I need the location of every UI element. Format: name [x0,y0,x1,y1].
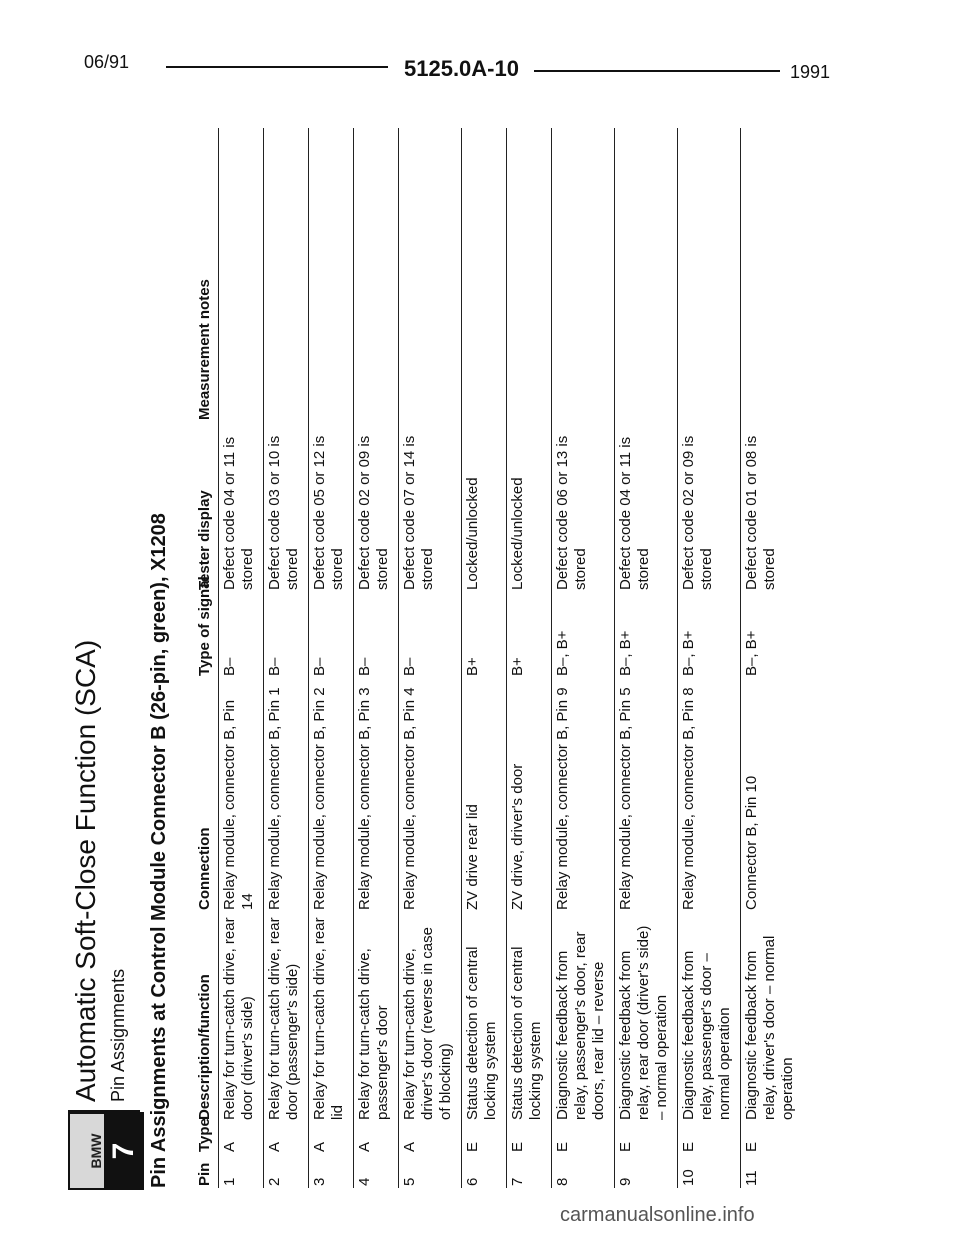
tester-display-cell: Defect code 02 or 09 is stored [356,435,391,590]
type-cell: A [401,1141,418,1152]
signal-type-cell: B–, B+ [554,630,571,676]
measurement-notes-cell [678,128,741,422]
connection-cell: ZV drive, driver's door [509,763,526,910]
tester-display-cell: Defect code 04 or 11 is stored [221,436,256,590]
tester-display-cell: Defect code 03 or 10 is stored [266,435,301,590]
signal-type-cell: B– [356,657,373,676]
type-cell: A [221,1141,238,1152]
tester-display-cell: Locked/unlocked [509,477,526,590]
table-row [354,128,399,1188]
brand-label: BMW [70,1114,106,1188]
description-cell: Relay for turn-catch drive, rear door (driver's side) [221,917,256,1120]
pin-cell: 8 [554,1177,571,1186]
pin-cell: 3 [311,1177,328,1186]
table-row [309,128,354,1188]
header-date: 06/91 [84,52,130,72]
description-cell: Relay for turn-catch drive, rear lid [311,917,346,1120]
page-title: Automatic Soft-Close Function (SCA) [70,639,101,1102]
type-cell: E [617,1141,634,1152]
col-header-tester-display: Tester display [196,490,213,590]
signal-type-cell: B– [401,657,418,676]
table-row [219,128,264,1188]
description-cell: Diagnostic feedback from relay, passenger's door – normal operation [680,950,733,1120]
measurement-notes-cell [615,128,678,422]
tester-display-cell: Defect code 02 or 09 is stored [680,435,715,590]
bmw-series-logo [68,1112,144,1190]
table-row [615,128,678,1188]
description-cell: Diagnostic feedback from relay, driver's door – normal operation [743,935,796,1120]
table-row [552,128,615,1188]
connection-cell: Relay module, connector B, Pin 4 [401,687,418,910]
description-cell: Diagnostic feedback from relay, passenger's door, rear doors, rear lid – reverse [554,931,607,1120]
pin-cell: 11 [743,1170,760,1186]
signal-type-cell: B– [311,657,328,676]
signal-type-cell: B+ [509,657,526,676]
tester-display-cell: Defect code 05 or 12 is stored [311,435,346,590]
table-row [507,128,552,1188]
pin-cell: 5 [401,1177,418,1186]
pin-assignment-table [194,128,803,1188]
pin-cell: 9 [617,1177,634,1186]
tester-display-cell: Defect code 07 or 14 is stored [401,435,436,590]
connection-cell: Relay module, connector B, Pin 14 [221,699,256,910]
col-header-signal-type: Type of signal [196,576,213,676]
connection-cell: ZV drive rear lid [464,804,481,910]
measurement-notes-cell [741,128,804,422]
type-cell: E [743,1141,760,1152]
measurement-notes-cell [462,128,507,422]
connection-cell: Relay module, connector B, Pin 1 [266,687,283,910]
type-cell: A [311,1141,328,1152]
table-row [678,128,741,1188]
brand-number: 7 [106,1114,142,1188]
tester-display-cell: Locked/unlocked [464,477,481,590]
connection-cell: Relay module, connector B, Pin 3 [356,687,373,910]
signal-type-cell: B– [266,657,283,676]
connection-cell: Relay module, connector B, Pin 2 [311,687,328,910]
description-cell: Relay for turn-catch drive, rear door (passenger's side) [266,917,301,1120]
title-divider [68,1110,140,1114]
table-header-row [194,128,219,1188]
measurement-notes-cell [354,128,399,422]
col-header-measurement-notes: Measurement notes [196,279,213,420]
type-cell: E [554,1141,571,1152]
connection-cell: Connector B, Pin 10 [743,775,760,910]
type-cell: A [266,1141,283,1152]
measurement-notes-cell [399,128,462,422]
measurement-notes-cell [552,128,615,422]
tester-display-cell: Defect code 01 or 08 is stored [743,435,778,590]
header-document-code: 5125.0A-10 [404,56,519,81]
connection-cell: Relay module, connector B, Pin 9 [554,687,571,910]
connection-cell: Relay module, connector B, Pin 5 [617,687,634,910]
pin-cell: 4 [356,1177,373,1186]
col-header-description: Description/function [196,974,213,1120]
type-cell: A [356,1141,373,1152]
pin-cell: 7 [509,1177,526,1186]
table-row [462,128,507,1188]
measurement-notes-cell [309,128,354,422]
description-cell: Diagnostic feedback from relay, rear door (driver's side) – normal operation [617,925,670,1120]
signal-type-cell: B–, B+ [680,630,697,676]
type-cell: E [464,1141,481,1152]
col-header-connection: Connection [196,827,213,910]
pin-cell: 6 [464,1177,481,1186]
type-cell: E [680,1141,697,1152]
table-row [264,128,309,1188]
header-year: 1991 [790,62,831,82]
type-cell: E [509,1141,526,1152]
measurement-notes-cell [507,128,552,422]
rotated-page-content [68,60,908,1190]
signal-type-cell: B–, B+ [617,630,634,676]
pin-cell: 2 [266,1177,283,1186]
watermark: carmanualsonline.info [560,1204,755,1226]
connection-cell: Relay module, connector B, Pin 8 [680,687,697,910]
description-cell: Relay for turn-catch drive, driver's door (reverse in case of blocking) [401,927,454,1120]
description-cell: Relay for turn-catch drive, passenger's door [356,948,391,1120]
col-header-pin: Pin [196,1162,213,1186]
table-row [741,128,804,1188]
table-row [399,128,462,1188]
description-cell: Status detection of central locking system [464,946,499,1120]
signal-type-cell: B+ [464,657,481,676]
measurement-notes-cell [219,128,264,422]
signal-type-cell: B–, B+ [743,630,760,676]
section-title: Pin Assignments at Control Module Connector B (26-pin, green), X1208 [148,513,170,1188]
signal-type-cell: B– [221,657,238,676]
pin-cell: 10 [680,1169,697,1186]
tester-display-cell: Defect code 06 or 13 is stored [554,435,589,590]
col-header-type: Type [196,1118,213,1152]
page-subtitle: Pin Assignments [108,968,128,1102]
measurement-notes-cell [264,128,309,422]
tester-display-cell: Defect code 04 or 11 is stored [617,436,652,590]
description-cell: Status detection of central locking system [509,946,544,1120]
pin-cell: 1 [221,1177,238,1186]
